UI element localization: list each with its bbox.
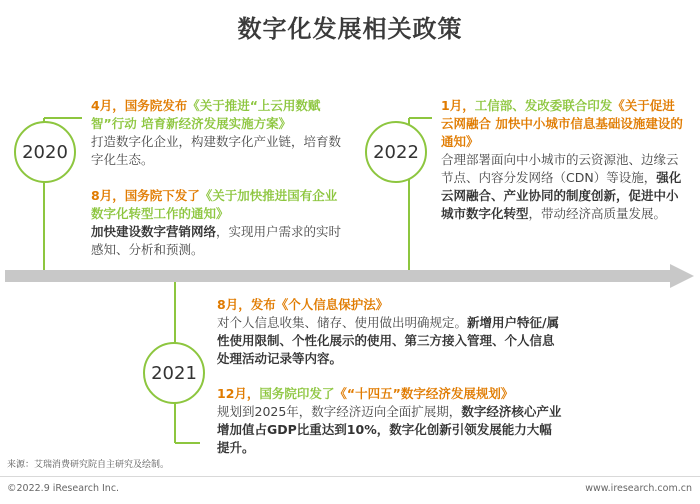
- policy-text: ，实现用户需求的实时感知、分析和预测。: [91, 224, 342, 257]
- policy-text-end: ，带动经济高质量发展。: [528, 206, 667, 221]
- policy-highlight: 新增用户特征/属性使用限制、个性化展示的使用、第三方接入管理、个人信息处理活动记录等内容。: [217, 315, 560, 366]
- policy-description: [217, 314, 562, 368]
- policy-issuer: 工信部、发改委联合印发: [474, 98, 613, 113]
- policy-document-title: 《关于加快推进国有企业数字化转型工作的通知》: [91, 188, 338, 221]
- policy-text: 规划到2025年，数字经济迈向全面扩展期，: [217, 404, 462, 419]
- timeline-arrow-shaft: [5, 270, 675, 282]
- policy-2022-january: [441, 97, 685, 223]
- policy-document-title: 《关于促进云网融合 加快中小城市信息基础设施建设的通知》: [441, 98, 683, 149]
- policy-description: [91, 223, 349, 259]
- policy-date: 4月，国务院发布: [91, 98, 188, 113]
- policy-2021-august: [217, 296, 562, 368]
- footer-copyright: ©2022.9 iResearch Inc.: [7, 483, 120, 494]
- policy-heading: [91, 97, 349, 133]
- policy-highlight: 数字经济核心产业增加值占GDP比重达到10%，数字化创新引领发展能力大幅提升。: [217, 404, 562, 455]
- policy-description: [441, 151, 685, 223]
- policy-text: 合理部署面向中小城市的云资源池、边缘云节点、内容分发网络（CDN）等设施，: [441, 152, 679, 185]
- policy-heading: [217, 385, 562, 403]
- policy-heading: [217, 296, 562, 314]
- policy-heading: [91, 187, 349, 223]
- policy-description: 打造数字化企业，构建数字化产业链，培育数字化生态。: [91, 134, 342, 167]
- policy-document-title: 《“十四五”数字经济发展规划》: [334, 386, 514, 401]
- policy-text: 对个人信息收集、储存、使用做出明确规定。: [217, 315, 468, 330]
- timeline-arrow-head: [670, 264, 694, 288]
- policy-document-title: 《关于推进“上云用数赋智”行动 培育新经济发展实施方案》: [91, 98, 321, 131]
- policy-highlight: 加快建设数字营销网络: [91, 224, 217, 239]
- policy-date: 8月，国务院下发了: [91, 188, 200, 203]
- source-note: 来源：艾瑞消费研究院自主研究及绘制。: [7, 460, 170, 470]
- footer: [0, 476, 700, 504]
- year-badge-2021: 2021: [143, 342, 205, 404]
- policy-2021-december: [217, 385, 562, 457]
- policy-issuer: 国务院印发了: [259, 386, 335, 401]
- policy-date: 1月，: [441, 98, 475, 113]
- policy-date: 8月，发布: [217, 297, 276, 312]
- page-title: 数字化发展相关政策: [237, 15, 463, 43]
- policy-document-title: 《个人信息保护法》: [275, 297, 389, 312]
- policy-highlight: 强化云网融合、产业协同的制度创新，促进中小城市数字化转型: [441, 170, 682, 221]
- year-badge-2022: 2022: [365, 121, 427, 183]
- policy-date: 12月，: [217, 386, 260, 401]
- policy-2020-august: [91, 187, 349, 259]
- footer-url[interactable]: www.iresearch.com.cn: [585, 483, 692, 494]
- policy-heading: [441, 97, 685, 151]
- policy-description: [217, 403, 562, 457]
- year-badge-2020: 2020: [14, 121, 76, 183]
- policy-2020-april: [91, 97, 349, 169]
